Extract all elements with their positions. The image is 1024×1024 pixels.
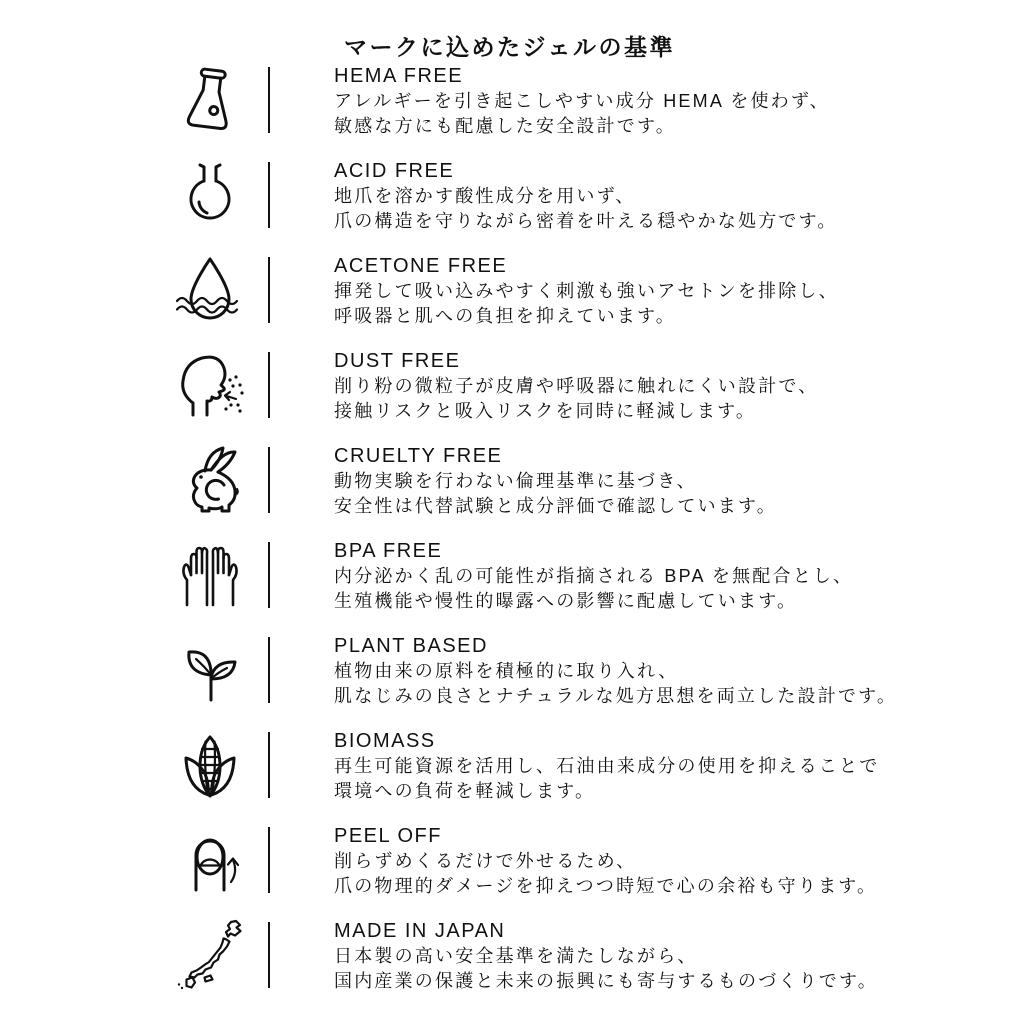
item-description-line2: 環境への負荷を軽減します。 xyxy=(334,781,596,801)
list-item-peel-off xyxy=(0,824,1024,896)
rabbit-icon xyxy=(172,444,248,516)
item-description-line1: 植物由来の原料を積極的に取り入れ、 xyxy=(334,661,679,681)
item-description-line2: 敏感な方にも配慮した安全設計です。 xyxy=(334,116,676,136)
list-item-plant-based xyxy=(0,634,1024,706)
divider xyxy=(268,922,270,988)
list-item-acetone-free xyxy=(0,254,1024,326)
water-drop-icon xyxy=(172,254,248,326)
item-description-line2: 爪の物理的ダメージを抑えつつ時短で心の余裕も守ります。 xyxy=(334,876,878,896)
item-description-line2: 生殖機能や慢性的曝露への影響に配慮しています。 xyxy=(334,591,798,611)
item-description-line2: 呼吸器と肌への負担を抑えています。 xyxy=(334,306,676,326)
divider xyxy=(268,542,270,608)
divider xyxy=(268,67,270,133)
list-item-dust-free xyxy=(0,349,1024,421)
list-item-cruelty-free xyxy=(0,444,1024,516)
open-hands-icon xyxy=(172,539,248,611)
plant-sprout-icon xyxy=(172,634,248,706)
item-description-line2: 爪の構造を守りながら密着を叶える穏やかな処方です。 xyxy=(334,211,838,231)
item-description-line1: 日本製の高い安全基準を満たしながら、 xyxy=(334,946,698,966)
item-heading: ACID FREE xyxy=(334,160,455,182)
item-description-line1: 削らずめくるだけで外せるため、 xyxy=(334,851,637,871)
round-flask-icon xyxy=(172,159,248,231)
item-heading: CRUELTY FREE xyxy=(334,445,503,467)
corn-icon xyxy=(172,729,248,801)
list-item-made-in-japan xyxy=(0,919,1024,991)
erlenmeyer-flask-icon xyxy=(172,64,248,136)
list-item-bpa-free xyxy=(0,539,1024,611)
divider xyxy=(268,447,270,513)
list-item-biomass xyxy=(0,729,1024,801)
list-item-hema-free xyxy=(0,64,1024,136)
item-heading: PEEL OFF xyxy=(334,825,442,847)
item-description-line1: アレルギーを引き起こしやすい成分 HEMA を使わず、 xyxy=(334,91,830,111)
item-heading: ACETONE FREE xyxy=(334,255,508,277)
divider xyxy=(268,637,270,703)
peel-off-nail-icon xyxy=(172,824,248,896)
item-description-line1: 削り粉の微粒子が皮膚や呼吸器に触れにくい設計で、 xyxy=(334,376,819,396)
item-heading: BPA FREE xyxy=(334,540,443,562)
sneezing-face-icon xyxy=(172,349,248,421)
divider xyxy=(268,352,270,418)
item-description-line2: 安全性は代替試験と成分評価で確認しています。 xyxy=(334,496,777,516)
item-heading: MADE IN JAPAN xyxy=(334,920,506,942)
divider xyxy=(268,257,270,323)
item-description-line2: 国内産業の保護と未来の振興にも寄与するものづくりです。 xyxy=(334,971,878,991)
item-description-line1: 地爪を溶かす酸性成分を用いず、 xyxy=(334,186,636,206)
item-description-line1: 動物実験を行わない倫理基準に基づき、 xyxy=(334,471,697,491)
item-description-line1: 内分泌かく乱の可能性が指摘される BPA を無配合とし、 xyxy=(334,566,854,586)
item-description-line1: 揮発して吸い込みやすく刺激も強いアセトンを排除し、 xyxy=(334,281,839,301)
standards-list xyxy=(0,64,1024,1014)
japan-map-icon xyxy=(172,919,248,991)
item-heading: HEMA FREE xyxy=(334,65,464,87)
list-item-acid-free xyxy=(0,159,1024,231)
item-heading: DUST FREE xyxy=(334,350,461,372)
item-heading: PLANT BASED xyxy=(334,635,488,657)
divider xyxy=(268,827,270,893)
divider xyxy=(268,162,270,228)
item-heading: BIOMASS xyxy=(334,730,436,752)
item-description-line2: 接触リスクと吸入リスクを同時に軽減します。 xyxy=(334,401,757,421)
item-description-line1: 再生可能資源を活用し、石油由来成分の使用を抑えることで xyxy=(334,756,880,776)
item-description-line2: 肌なじみの良さとナチュラルな処方思想を両立した設計です。 xyxy=(334,686,898,706)
page-title: マークに込めたジェルの基準 xyxy=(344,34,676,61)
divider xyxy=(268,732,270,798)
